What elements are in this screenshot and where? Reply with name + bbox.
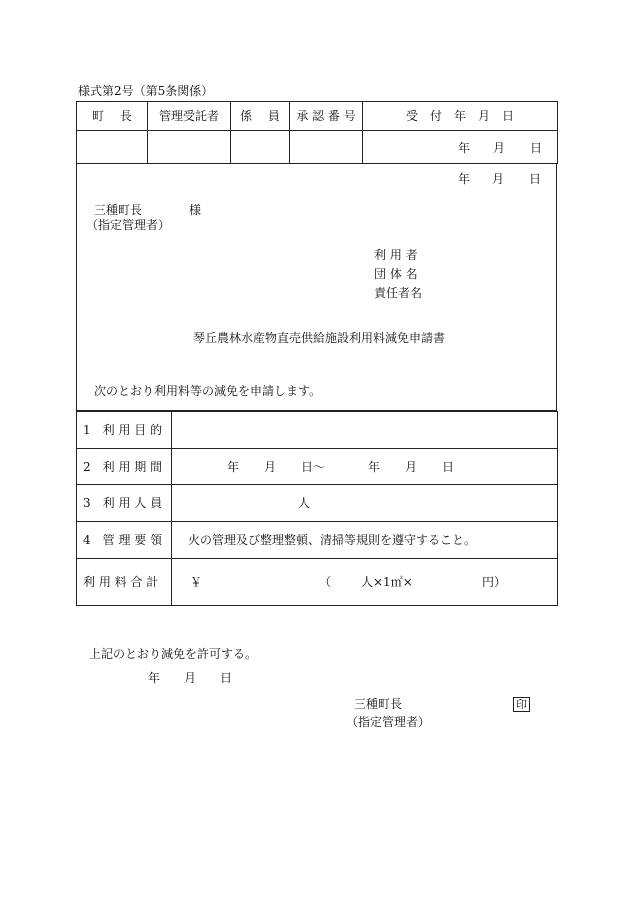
- period-end-month: 月: [405, 460, 418, 474]
- issuer-sub: （指定管理者）: [346, 715, 431, 729]
- details-table: [76, 411, 558, 606]
- application-day: 日: [529, 172, 542, 186]
- application-year: 年: [458, 172, 471, 186]
- period-start-day: 日～: [301, 460, 326, 474]
- col-approval-number: 承 認 番 号: [290, 102, 363, 131]
- application-body: [76, 163, 557, 411]
- addressee: 三種町長: [94, 203, 143, 217]
- col-staff: 係 員: [231, 102, 290, 131]
- approval-number-field[interactable]: [290, 131, 363, 164]
- received-date-field[interactable]: [363, 131, 558, 164]
- col-manager: 管理受託者: [148, 102, 231, 131]
- headcount-field[interactable]: [172, 485, 558, 522]
- period-start-year: 年: [227, 460, 240, 474]
- stamp-mayor[interactable]: [77, 131, 148, 164]
- fee-total-field[interactable]: [172, 559, 558, 606]
- col-received-date: 受 付 年 月 日: [363, 102, 558, 131]
- purpose-label: 1 利 用 目 的: [77, 412, 172, 449]
- purpose-field[interactable]: [172, 412, 558, 449]
- received-day: 日: [530, 141, 543, 155]
- period-start-month: 月: [264, 460, 277, 474]
- headcount-unit: 人: [298, 496, 311, 510]
- yen-sign: ￥: [190, 575, 203, 589]
- received-year: 年: [458, 141, 471, 155]
- rules-label: 4 管 理 要 領: [77, 522, 172, 559]
- approval-statement: 上記のとおり減免を許可する。: [89, 647, 258, 661]
- applicant-group-label: 団 体 名: [374, 267, 418, 281]
- application-month: 月: [492, 172, 505, 186]
- fee-total-label: 利 用 料 合 計: [77, 559, 172, 606]
- period-end-day: 日: [442, 460, 455, 474]
- fee-calc-mid: 人×1㎡×: [361, 575, 413, 589]
- period-field[interactable]: [172, 449, 558, 485]
- approval-day: 日: [220, 671, 233, 685]
- applicant-rep-label: 責任者名: [374, 286, 423, 300]
- fee-calc-close: 円）: [482, 575, 507, 589]
- col-mayor: 町 長: [77, 102, 148, 131]
- stamp-manager[interactable]: [148, 131, 231, 164]
- applicant-user-label: 利 用 者: [374, 248, 418, 262]
- application-statement: 次のとおり利用料等の減免を申請します。: [94, 384, 322, 398]
- addressee-honorific: 様: [189, 203, 202, 217]
- header-table: [76, 101, 558, 164]
- headcount-label: 3 利 用 人 員: [77, 485, 172, 522]
- approval-year: 年: [148, 671, 161, 685]
- period-label: 2 利 用 期 間: [77, 449, 172, 485]
- addressee-sub: （指定管理者）: [86, 218, 171, 232]
- form-id: 様式第2号（第5条関係）: [78, 84, 214, 98]
- fee-calc-open: （: [319, 575, 332, 589]
- document-title: 琴丘農林水産物直売供給施設利用料減免申請書: [193, 331, 446, 345]
- received-month: 月: [493, 141, 506, 155]
- stamp-staff[interactable]: [231, 131, 290, 164]
- approval-month: 月: [184, 671, 197, 685]
- issuer: 三種町長: [354, 697, 403, 711]
- rules-value: 火の管理及び整理整頓、清掃等規則を遵守すること。: [172, 522, 558, 559]
- seal-mark: 印: [513, 697, 530, 712]
- period-end-year: 年: [368, 460, 381, 474]
